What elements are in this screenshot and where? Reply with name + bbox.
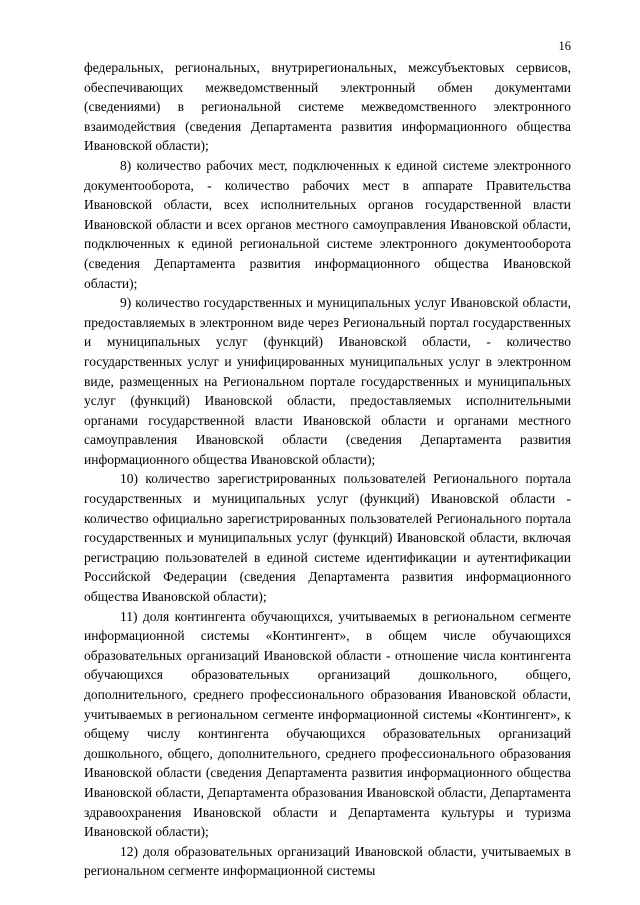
paragraph-item-10: 10) количество зарегистрированных пользователей Регионального портала государственных и муниципальных услуг (функций) Ивановской области - количество официально зарегистрированных пользователей Регионального портала государственных и муниципальных услуг (функций) Ивановской области, включая регистрацию пользователей в единой системе идентификации и аутентификации Российской Федерации (сведения Департамента развития информационного общества Ивановской области); <box>84 471 571 605</box>
paragraph-continuation: федеральных, региональных, внутрирегиональных, межсубъектовых сервисов, обеспечивающих межведомственный электронный обмен документами (сведениями) в региональной системе межведомственного электронного взаимодействия (сведения Департамента развития информационного общества Ивановской области); <box>84 60 571 154</box>
paragraph-item-8: 8) количество рабочих мест, подключенных к единой системе электронного документооборота, - количество рабочих мест в аппарате Правительства Ивановской области, всех исполнительных органов государственной власти Ивановской области и всех органов местного самоуправления Ивановской области, подключенных к единой региональной системе электронного документооборота (сведения Департамента развития информационного общества Ивановской области); <box>84 157 571 291</box>
paragraph-item-11: 11) доля контингента обучающихся, учитываемых в региональном сегменте информационной системы «Контингент», в общем числе обучающихся образовательных организаций Ивановской области - отношение числа контингента обучающихся образовательных организаций дошкольного, общего, дополнительного, среднего профессионального образования Ивановской области, учитываемых в региональном сегменте информационной системы «Контингент», к общему числу контингента обучающихся образовательных организаций дошкольного, общего, дополнительного, среднего профессионального образования Ивановской области (сведения Департамента развития информационного общества Ивановской области, Департамента образования Ивановской области, Департамента здравоохранения Ивановской области и Департамента культуры и туризма Ивановской области); <box>84 608 571 840</box>
document-body <box>84 58 571 881</box>
paragraph-item-9: 9) количество государственных и муниципальных услуг Ивановской области, предоставляемых в электронном виде через Региональный портал государственных и муниципальных услуг (функций) Ивановской области, - количество государственных услуг и унифицированных муниципальных услуг в электронном виде, размещенных на Региональном портале государственных и муниципальных услуг (функций) Ивановской области, предоставляемых исполнительными органами государственной власти Ивановской области и органами местного самоуправления Ивановской области (сведения Департамента развития информационного общества Ивановской области); <box>84 295 571 467</box>
paragraph-item-12: 12) доля образовательных организаций Ивановской области, учитываемых в региональном сегменте информационной системы <box>84 843 571 879</box>
page-number: 16 <box>558 39 571 53</box>
